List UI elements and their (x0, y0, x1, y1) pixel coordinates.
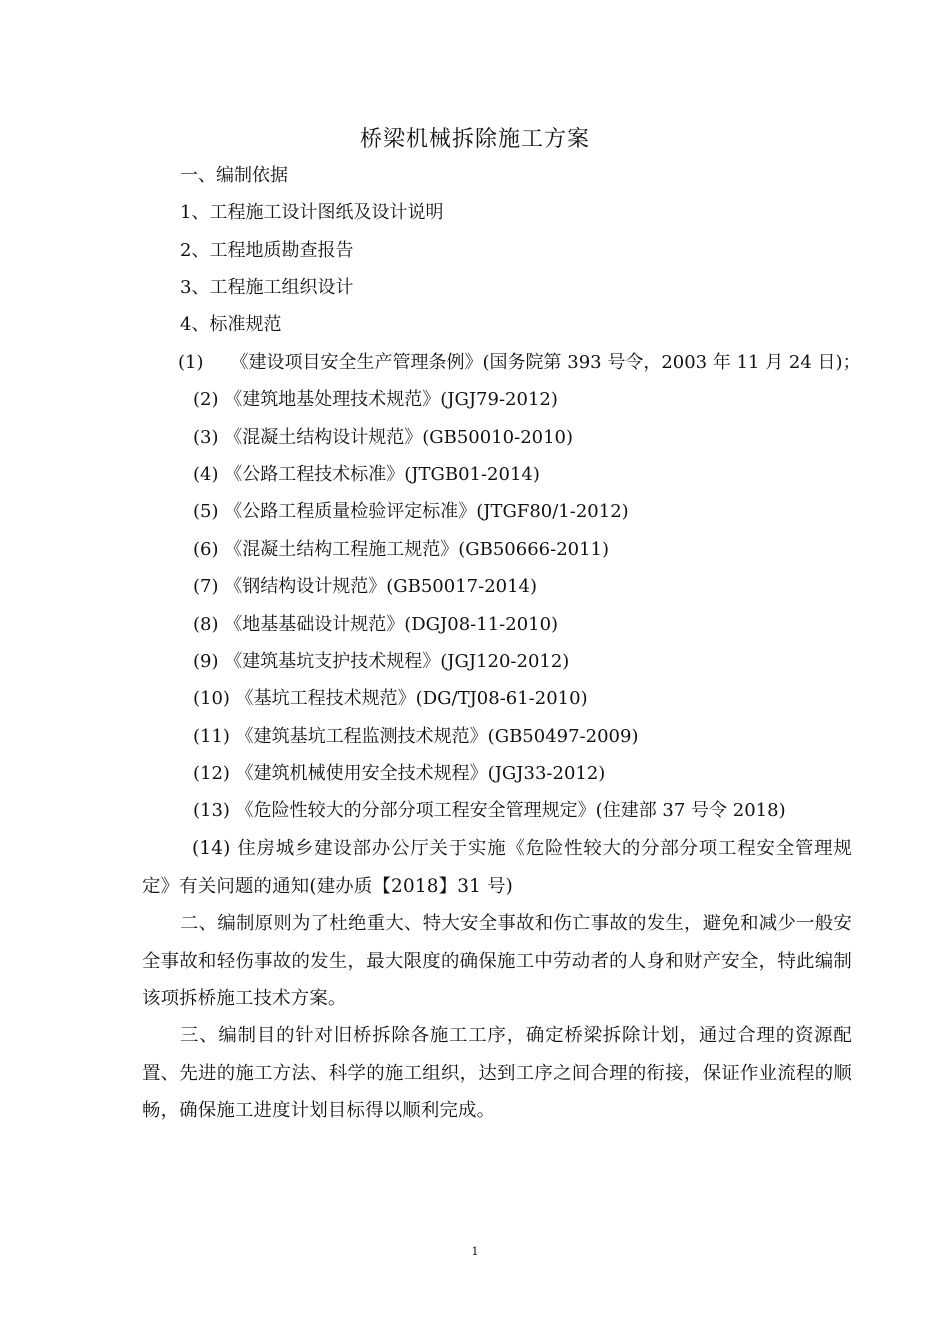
reference-item: (8) 《地基基础设计规范》(DGJ08-11-2010) (193, 614, 559, 635)
reference-item: (13) 《危险性较大的分部分项工程安全管理规定》(住建部 37 号令 2018) (193, 800, 786, 821)
section-purpose: 三、编制目的针对旧桥拆除各施工工序，确定桥梁拆除计划，通过合理的资源配置、先进的施工方法、科学的施工组织，达到工序之间合理的衔接，保证作业流程的顺畅，确保施工进度计划目标得以顺利完成。 (142, 1025, 852, 1121)
section-principles: 二、编制原则为了杜绝重大、特大安全事故和伤亡事故的发生，避免和减少一般安全事故和轻伤事故的发生，最大限度的确保施工中劳动者的人身和财产安全，特此编制该项拆桥施工技术方案。 (142, 913, 852, 1009)
basis-item: 2、工程地质勘查报告 (180, 240, 354, 261)
reference-item: (4) 《公路工程技术标准》(JTGB01-2014) (193, 464, 540, 485)
reference-item: (1) 《建设项目安全生产管理条例》(国务院第 393 号令，2003 年 11 月 24 日)； (178, 352, 861, 373)
document-title: 桥梁机械拆除施工方案 (359, 127, 590, 152)
reference-item: (11) 《建筑基坑工程监测技术规范》(GB50497-2009) (193, 726, 639, 747)
reference-item: (2) 《建筑地基处理技术规范》(JGJ79-2012) (193, 389, 558, 410)
reference-item: (10) 《基坑工程技术规范》(DG/TJ08-61-2010) (193, 688, 588, 709)
section-heading-basis: 一、编制依据 (180, 165, 288, 186)
reference-item-14: (14) 住房城乡建设部办公厅关于实施《危险性较大的分部分项工程安全管理规定》有关问题的通知(建办质【2018】31 号) (142, 838, 852, 897)
reference-item: (3) 《混凝土结构设计规范》(GB50010-2010) (193, 427, 574, 448)
reference-item: (9) 《建筑基坑支护技术规程》(JGJ120-2012) (193, 651, 570, 672)
page-number: 1 (471, 1245, 479, 1258)
basis-item: 4、标准规范 (180, 314, 282, 335)
basis-item: 1、工程施工设计图纸及设计说明 (180, 202, 444, 223)
basis-item: 3、工程施工组织设计 (180, 277, 354, 298)
reference-item: (12) 《建筑机械使用安全技术规程》(JGJ33-2012) (193, 763, 606, 784)
reference-item: (5) 《公路工程质量检验评定标准》(JTGF80/1-2012) (193, 501, 629, 522)
reference-item: (6) 《混凝土结构工程施工规范》(GB50666-2011) (193, 539, 610, 560)
reference-item: (7) 《钢结构设计规范》(GB50017-2014) (193, 576, 538, 597)
